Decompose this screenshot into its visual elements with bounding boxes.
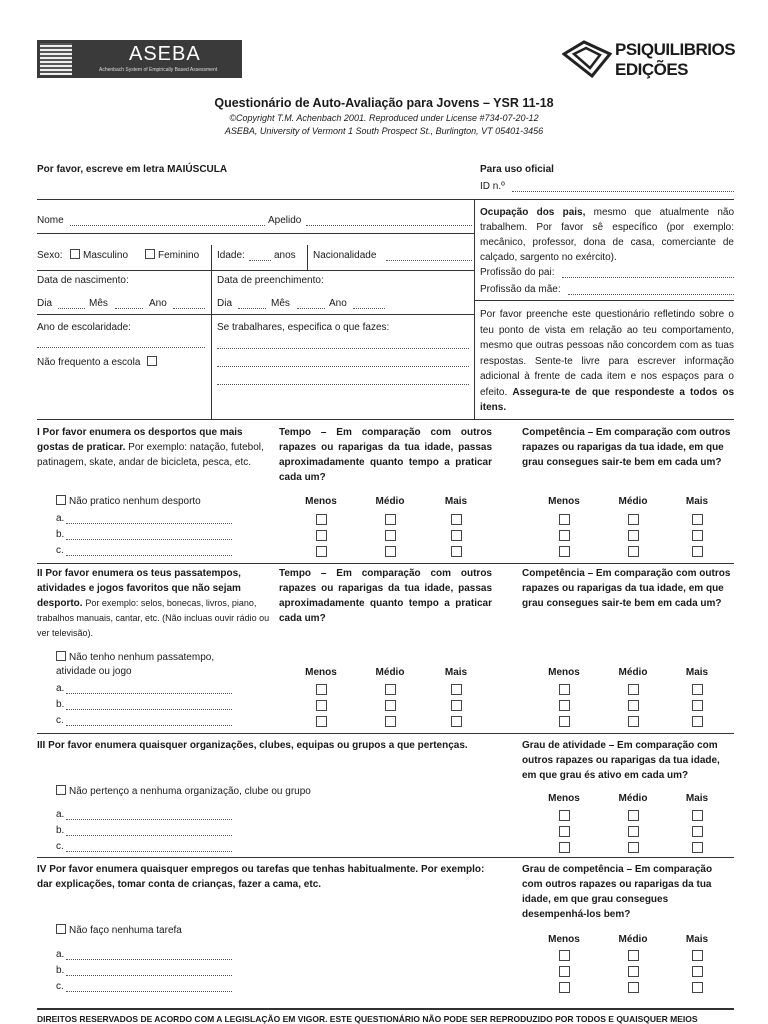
divider-vertical <box>474 199 475 419</box>
work-field-2[interactable] <box>217 366 469 367</box>
mother-field[interactable] <box>568 294 734 295</box>
section-1-time-header-mid: Médio <box>375 496 405 507</box>
section-1-time-checkbox[interactable] <box>385 514 396 525</box>
copyright-line: ©Copyright T.M. Achenbach 2001. Reproduced under License #734-07-20-12 <box>229 113 539 123</box>
section-3-activity-checkbox[interactable] <box>692 842 703 853</box>
section-2-time-header-mid: Médio <box>375 667 405 678</box>
section-2-none-checkbox[interactable] <box>56 651 66 661</box>
section-1-item-field[interactable] <box>66 539 232 540</box>
notice-text <box>480 307 734 416</box>
section-2-time-checkbox[interactable] <box>316 684 327 695</box>
section-2-time-header-high: Mais <box>444 667 468 678</box>
section-2-competence-header-mid: Médio <box>618 667 648 678</box>
section-3-item-field[interactable] <box>66 819 232 820</box>
fill-day-label: Dia <box>217 298 233 309</box>
birth-date-label: Data de nascimento: <box>37 275 129 286</box>
no-school-checkbox[interactable] <box>147 356 157 366</box>
section-2-question <box>37 566 277 641</box>
surname-label: Apelido <box>268 215 302 226</box>
aseba-logo <box>37 40 242 78</box>
section-2-time-checkbox[interactable] <box>316 700 327 711</box>
section-2-none-option[interactable] <box>56 651 246 679</box>
section-4-competence-checkbox[interactable] <box>559 966 570 977</box>
section-4-item-label: c. <box>56 981 64 992</box>
divider-section-4 <box>37 857 734 858</box>
section-2-competence-header-high: Mais <box>685 667 709 678</box>
section-3-item-field[interactable] <box>66 835 232 836</box>
official-use-label: Para uso oficial <box>480 164 554 175</box>
section-3-activity-checkbox[interactable] <box>692 826 703 837</box>
surname-field[interactable] <box>306 225 472 226</box>
section-1-time-header-low: Menos <box>305 496 337 507</box>
section-3-activity-question: Grau de atividade – Em comparação com outros rapazes ou raparigas da tua idade, em que grau és ativo em cada um? <box>522 740 720 781</box>
section-2-competence-checkbox[interactable] <box>559 684 570 695</box>
section-1-competence-header-mid: Médio <box>618 496 648 507</box>
section-2-competence-checkbox[interactable] <box>692 684 703 695</box>
section-3-activity-checkbox[interactable] <box>628 842 639 853</box>
section-1-time-checkbox[interactable] <box>385 546 396 557</box>
notice-body: Por favor preenche este questionário refletindo sobre o teu ponto de vista em relação ao teu comportamento, mesmo que outras pessoas não concordem com as tuas respostas. Sente-te livre para escrever informação adicional à frente de cada item e nos espaços para o efeito. <box>480 309 734 398</box>
section-4-competence-checkbox[interactable] <box>628 966 639 977</box>
parents-instruction <box>480 205 734 265</box>
section-3-item-field[interactable] <box>66 851 232 852</box>
section-1-time-checkbox[interactable] <box>451 546 462 557</box>
section-4-item-label: b. <box>56 965 65 976</box>
section-1-time-question: Tempo – Em comparação com outros rapazes ou raparigas da tua idade, passas aproximadamente quanto tempo a praticar cada um? <box>279 427 492 483</box>
section-4-item-field[interactable] <box>66 991 232 992</box>
birth-year-field[interactable] <box>173 308 205 309</box>
fill-date-label: Data de preenchimento: <box>217 275 324 286</box>
years-label: anos <box>274 250 296 261</box>
section-1-competence-header-high: Mais <box>685 496 709 507</box>
section-2-time-question: Tempo – Em comparação com outros rapazes ou raparigas da tua idade, passas aproximadamente quanto tempo a praticar cada um? <box>279 568 492 624</box>
work-label: Se trabalhares, especifica o que fazes: <box>217 322 390 333</box>
section-3-none-label: Não pertenço a nenhuma organização, clube ou grupo <box>69 786 311 797</box>
instruction-text: Por favor, escreve em letra <box>37 164 165 175</box>
section-2-competence-checkbox[interactable] <box>628 716 639 727</box>
publisher-name-line2: EDIÇÕES <box>615 60 689 79</box>
id-label: ID n.º <box>480 181 505 192</box>
mother-label: Profissão da mãe: <box>480 284 561 295</box>
section-3-activity-header-low: Menos <box>548 793 580 804</box>
section-2-item-label: c. <box>56 715 64 726</box>
section-2-time-checkbox[interactable] <box>385 684 396 695</box>
fill-year-field[interactable] <box>353 308 385 309</box>
section-1-item-field[interactable] <box>66 555 232 556</box>
male-option[interactable] <box>70 249 128 263</box>
divider-footer <box>37 1008 734 1010</box>
section-1-item-label: c. <box>56 545 64 556</box>
divider-age <box>307 245 308 270</box>
section-2-none-label: Não tenho nenhum passatempo, atividade ou jogo <box>56 652 215 677</box>
section-3-activity-header-high: Mais <box>685 793 709 804</box>
section-2-item-field[interactable] <box>66 725 232 726</box>
section-1-competence-checkbox[interactable] <box>692 514 703 525</box>
section-2-competence-checkbox[interactable] <box>628 684 639 695</box>
section-4-item-field[interactable] <box>66 975 232 976</box>
section-4-competence-header-mid: Médio <box>618 934 648 945</box>
instruction-emphasis: MAIÚSCULA <box>167 164 228 175</box>
parents-text: mesmo que atualmente não trabalhem. Por favor sê específico (por exemplo: mecânico, professor, dona de casa, comerciante de calçado, sargento no exército). <box>480 207 735 263</box>
female-option[interactable] <box>145 249 199 263</box>
publisher-emblem-icon <box>562 40 612 78</box>
section-1-none-label: Não pratico nenhum desporto <box>69 496 201 507</box>
section-1-competence-checkbox[interactable] <box>628 546 639 557</box>
female-checkbox[interactable] <box>145 249 155 259</box>
divider-section-2 <box>37 563 734 564</box>
no-school-option[interactable] <box>37 356 160 370</box>
aseba-tagline: Achenbach System of Empirically Based Assessment <box>99 67 218 73</box>
section-4-competence-checkbox[interactable] <box>628 982 639 993</box>
section-4-competence-question: Grau de competência – Em comparação com outros rapazes ou raparigas da tua idade, em que grau consegues desempenhá-los bem? <box>522 864 713 920</box>
school-year-label: Ano de escolaridade: <box>37 322 131 333</box>
divider-name <box>37 233 474 234</box>
section-4-competence-checkbox[interactable] <box>628 950 639 961</box>
father-field[interactable] <box>562 277 734 278</box>
notice-bold: Assegura-te de que respondeste a todos os itens. <box>480 386 735 413</box>
section-3-none-option[interactable] <box>56 785 311 799</box>
section-2-competence-checkbox[interactable] <box>559 700 570 711</box>
section-3-item-label: c. <box>56 841 64 852</box>
parents-lead: Ocupação dos pais, <box>480 207 586 218</box>
nationality-label: Nacionalidade <box>313 250 377 261</box>
section-3-activity-checkbox[interactable] <box>559 826 570 837</box>
fill-month-label: Mês <box>271 298 290 309</box>
section-4-competence-checkbox[interactable] <box>692 966 703 977</box>
section-1-competence-checkbox[interactable] <box>628 514 639 525</box>
section-2-item-field[interactable] <box>66 709 232 710</box>
fill-day-field[interactable] <box>238 308 266 309</box>
section-2-item-field[interactable] <box>66 693 232 694</box>
section-2-time-checkbox[interactable] <box>451 684 462 695</box>
section-2-competence-question: Competência – Em comparação com outros rapazes ou raparigas da tua idade, em que grau consegues sair-te bem em cada um? <box>522 568 731 609</box>
divider-sex <box>37 270 474 271</box>
section-1-competence-checkbox[interactable] <box>692 530 703 541</box>
section-3-activity-checkbox[interactable] <box>559 810 570 821</box>
section-4-competence-checkbox[interactable] <box>559 950 570 961</box>
section-4-none-label: Não faço nenhuma tarefa <box>69 925 182 936</box>
section-2-competence-header-low: Menos <box>548 667 580 678</box>
work-field-1[interactable] <box>217 348 469 349</box>
publisher-name-line1: PSIQUILIBRIOS <box>615 40 736 59</box>
section-1-examples: Por exemplo: natação, futebol, patinagem, skate, andar de bicicleta, pesca, etc. <box>37 442 264 468</box>
divider-inner <box>211 245 212 419</box>
sex-label: Sexo: <box>37 250 63 261</box>
section-3-activity-checkbox[interactable] <box>692 810 703 821</box>
section-2-time-checkbox[interactable] <box>385 716 396 727</box>
section-1-question <box>37 425 277 470</box>
fill-year-label: Ano <box>329 298 347 309</box>
section-1-competence-checkbox[interactable] <box>559 530 570 541</box>
section-2-time-checkbox[interactable] <box>385 700 396 711</box>
work-field-3[interactable] <box>217 384 469 385</box>
section-3-item-label: a. <box>56 809 65 820</box>
section-4-competence-checkbox[interactable] <box>559 982 570 993</box>
section-4-competence-checkbox[interactable] <box>692 982 703 993</box>
section-2-competence-checkbox[interactable] <box>559 716 570 727</box>
divider-top <box>37 199 734 200</box>
no-school-label: Não frequento a escola <box>37 357 141 368</box>
section-2-time-checkbox[interactable] <box>451 700 462 711</box>
section-3-question: III Por favor enumera quaisquer organizações, clubes, equipas ou grupos a que pertenças. <box>37 740 468 751</box>
section-3-activity-checkbox[interactable] <box>628 826 639 837</box>
section-2-time-checkbox[interactable] <box>316 716 327 727</box>
birth-day-label: Dia <box>37 298 53 309</box>
section-4-competence-header-low: Menos <box>548 934 580 945</box>
section-2-competence-checkbox[interactable] <box>692 700 703 711</box>
divider-section-3 <box>37 733 734 734</box>
section-1-time-header-high: Mais <box>444 496 468 507</box>
aseba-logo-text: ASEBA <box>129 43 201 65</box>
section-4-item-label: a. <box>56 949 65 960</box>
school-year-field[interactable] <box>37 347 205 348</box>
form-title: Questionário de Auto-Avaliação para Jovens – YSR 11-18 <box>214 96 554 110</box>
birth-month-label: Mês <box>89 298 108 309</box>
section-4-none-checkbox[interactable] <box>56 924 66 934</box>
section-1-competence-question: Competência – Em comparação com outros rapazes ou raparigas da tua idade, em que grau consegues sair-te bem em cada um? <box>522 427 731 468</box>
section-4-competence-header-high: Mais <box>685 934 709 945</box>
section-2-time-checkbox[interactable] <box>451 716 462 727</box>
section-2-time-header-low: Menos <box>305 667 337 678</box>
name-field[interactable] <box>70 225 265 226</box>
section-1-item-field[interactable] <box>66 523 232 524</box>
section-2-competence-checkbox[interactable] <box>628 700 639 711</box>
section-2-item-label: b. <box>56 699 65 710</box>
section-1-time-checkbox[interactable] <box>316 546 327 557</box>
section-4-item-field[interactable] <box>66 959 232 960</box>
section-3-activity-checkbox[interactable] <box>628 810 639 821</box>
section-2-examples: Por exemplo: selos, bonecas, livros, piano, trabalhos manuais, cantar, etc. (Não incluas ouvir rádio ou ver televisão). <box>37 598 270 638</box>
section-1-time-checkbox[interactable] <box>451 530 462 541</box>
section-1-competence-header-low: Menos <box>548 496 580 507</box>
section-3-activity-checkbox[interactable] <box>559 842 570 853</box>
section-2-competence-checkbox[interactable] <box>692 716 703 727</box>
section-1-item-label: b. <box>56 529 65 540</box>
birth-year-label: Ano <box>149 298 167 309</box>
capital-letters-instruction <box>37 162 227 177</box>
fill-month-field[interactable] <box>297 308 325 309</box>
female-label: Feminino <box>158 250 200 261</box>
name-label: Nome <box>37 215 64 226</box>
section-1-competence-checkbox[interactable] <box>559 514 570 525</box>
aseba-emblem-icon <box>40 43 72 75</box>
divider-personal-end <box>37 419 734 420</box>
section-1-time-checkbox[interactable] <box>316 530 327 541</box>
section-4-question: IV Por favor enumera quaisquer empregos ou tarefas que tenhas habitualmente. Por exemplo: dar explicações, tomar conta de crianças, fazer a cama, etc. <box>37 864 485 890</box>
section-3-activity-header-mid: Médio <box>618 793 648 804</box>
publisher-logo <box>562 38 742 82</box>
nationality-field[interactable] <box>386 260 472 261</box>
section-1-none-option[interactable] <box>56 495 201 509</box>
section-1-competence-checkbox[interactable] <box>692 546 703 557</box>
section-1-q: I Por favor enumera os desportos que mais gostas de praticar. <box>37 427 243 453</box>
father-label: Profissão do pai: <box>480 267 555 278</box>
footer-rights: DIREITOS RESERVADOS DE ACORDO COM A LEGISLAÇÃO EM VIGOR. ESTE QUESTIONÁRIO NÃO PODE SER REPRODUZIDO POR TODOS E QUAISQUER MEIOS <box>37 1014 698 1024</box>
section-2-q: II Por favor enumera os teus passatempos, atividades e jogos favoritos que não sejam desporto. <box>37 568 241 609</box>
divider-dates <box>37 314 474 315</box>
section-1-item-label: a. <box>56 513 65 524</box>
male-checkbox[interactable] <box>70 249 80 259</box>
birth-month-field[interactable] <box>115 308 143 309</box>
id-field[interactable] <box>512 191 734 192</box>
section-3-item-label: b. <box>56 825 65 836</box>
age-field[interactable] <box>249 260 271 261</box>
section-3-none-checkbox[interactable] <box>56 785 66 795</box>
male-label: Masculino <box>83 250 129 261</box>
section-1-competence-checkbox[interactable] <box>559 546 570 557</box>
section-4-competence-checkbox[interactable] <box>692 950 703 961</box>
birth-day-field[interactable] <box>58 308 85 309</box>
address-line: ASEBA, University of Vermont 1 South Prospect St., Burlington, VT 05401-3456 <box>224 126 544 136</box>
section-2-item-label: a. <box>56 683 65 694</box>
age-label: Idade: <box>217 250 245 261</box>
divider-parents <box>474 300 734 301</box>
section-1-none-checkbox[interactable] <box>56 495 66 505</box>
section-1-time-checkbox[interactable] <box>451 514 462 525</box>
section-1-time-checkbox[interactable] <box>316 514 327 525</box>
section-1-competence-checkbox[interactable] <box>628 530 639 541</box>
section-4-none-option[interactable] <box>56 924 182 938</box>
section-1-time-checkbox[interactable] <box>385 530 396 541</box>
